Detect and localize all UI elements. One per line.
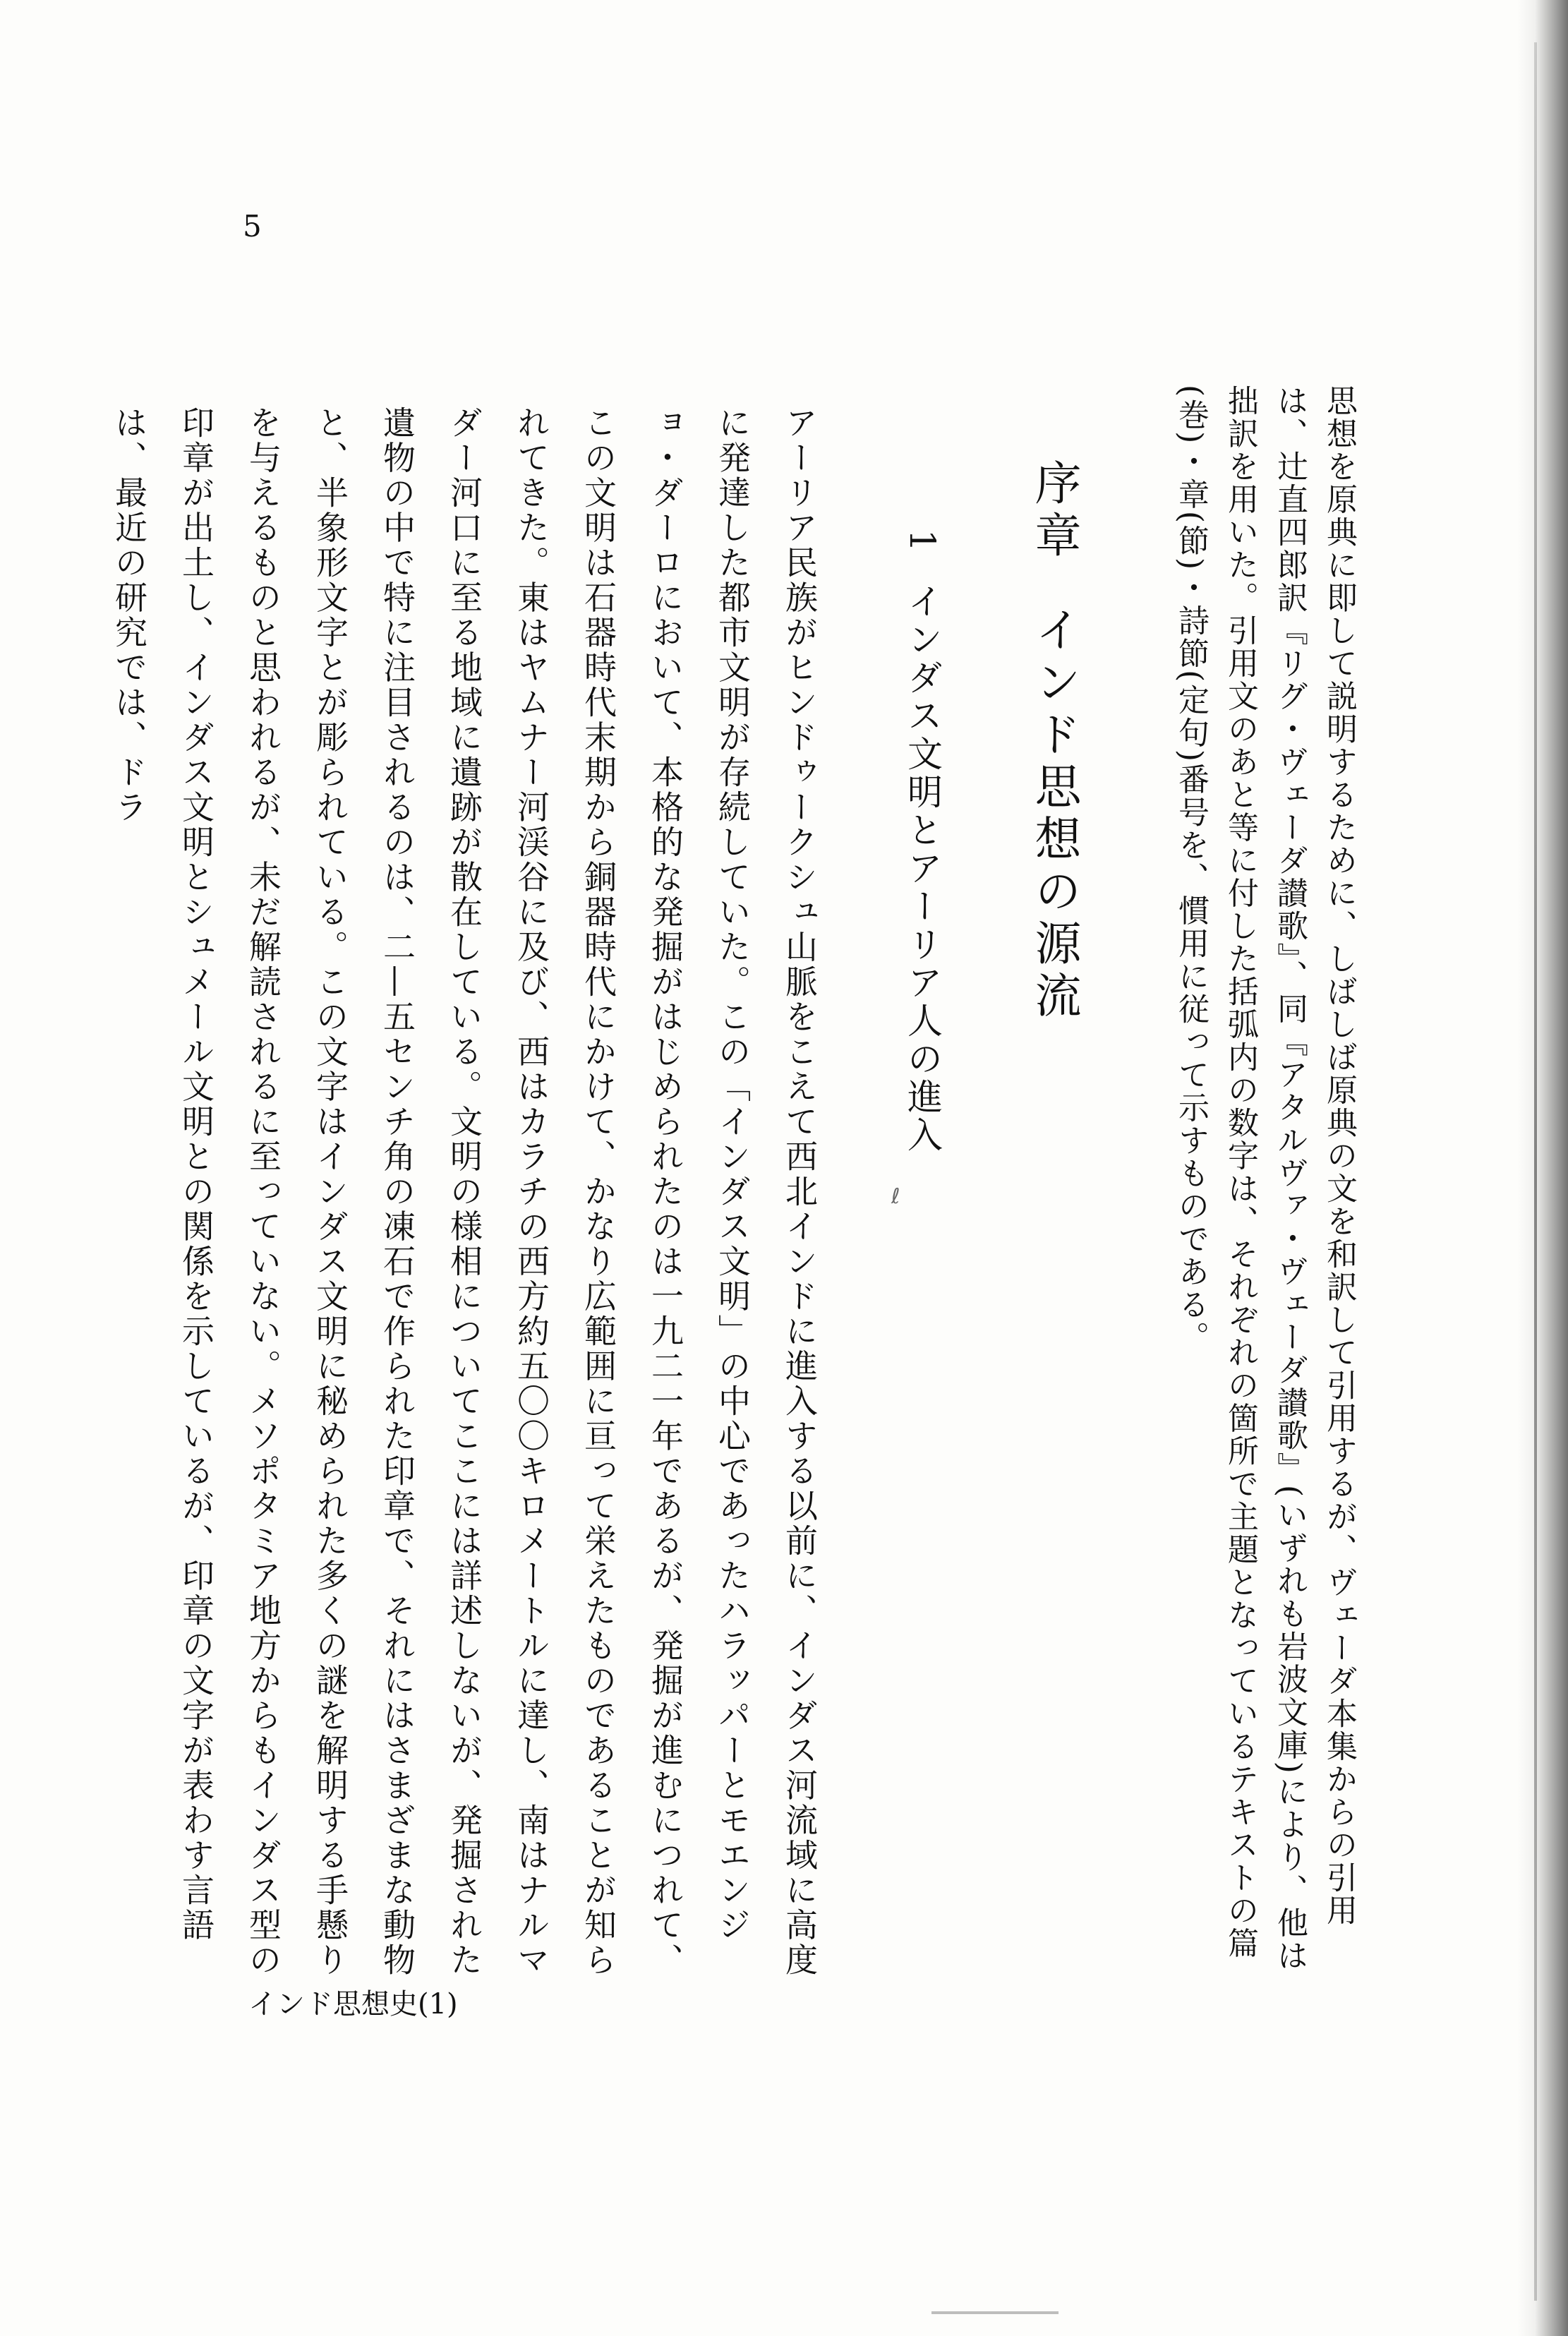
section-title: インダス文明とアーリア人の進入 <box>902 582 943 1155</box>
chapter-heading <box>1027 459 1081 1094</box>
section-number: 1 <box>902 529 943 555</box>
scan-shadow-edge <box>1517 0 1568 2336</box>
running-footer: インド思想史(1) <box>248 1988 458 2021</box>
body-text <box>95 406 833 2001</box>
chapter-label: 序章 <box>1027 459 1081 563</box>
scan-binding-line <box>1534 42 1537 2301</box>
scan-bottom-mark <box>931 2311 1059 2314</box>
section-heading <box>902 529 943 1221</box>
page-number: 5 <box>243 209 262 243</box>
chapter-title: インド思想の源流 <box>1027 606 1081 1023</box>
body-paragraph: アーリア民族がヒンドゥークシュ山脈をこえて西北インドに進入する以前に、インダス河流域に高度に発達した都市文明が存続していた。この「インダス文明」の中心であったハラッパーとモエンジョ・ダーロにおいて、本格的な発掘がはじめられたのは一九二一年であるが、発掘が進むにつれて、この文明は石器時代末期から銅器時代にかけて、かなり広範囲に亘って栄えたものであることが知られてきた。東はヤムナー河渓谷に及び、西はカラチの西方約五〇〇キロメートルに達し、南はナルマダー河口に至る地域に遺跡が散在している。文明の様相についてここには詳述しないが、発掘された遺物の中で特に注目されるのは、二—五センチ角の凍石で作られた印章で、それにはさまざまな動物と、半象形文字とが彫られている。この文字はインダス文明に秘められた多くの謎を解明する手懸りを与えるものと思われるが、未だ解読されるに至っていない。メソポタミア地方からもインダス型の印章が出土し、インダス文明とシュメール文明との関係を示しているが、印章の文字が表わす言語は、最近の研究では、ドラ <box>110 406 819 1978</box>
note-text: 思想を原典に即して説明するために、しばしば原典の文を和訳して引用するが、ヴェーダ本集からの引用は、辻直四郎訳『リグ・ヴェーダ讃歌』、同『アタルヴァ・ヴェーダ讃歌』(いずれも岩波文庫)により、他は拙訳を用いた。引用文のあと等に付した括弧内の数字は、それぞれの箇所で主題となっているテキストの篇(巻)・章(節)・詩節(定句)番号を、慣用に従って示すものである。 <box>1173 385 1357 1973</box>
explanatory-note <box>1166 385 1363 1973</box>
pencil-mark: ℓ <box>891 1184 900 1209</box>
